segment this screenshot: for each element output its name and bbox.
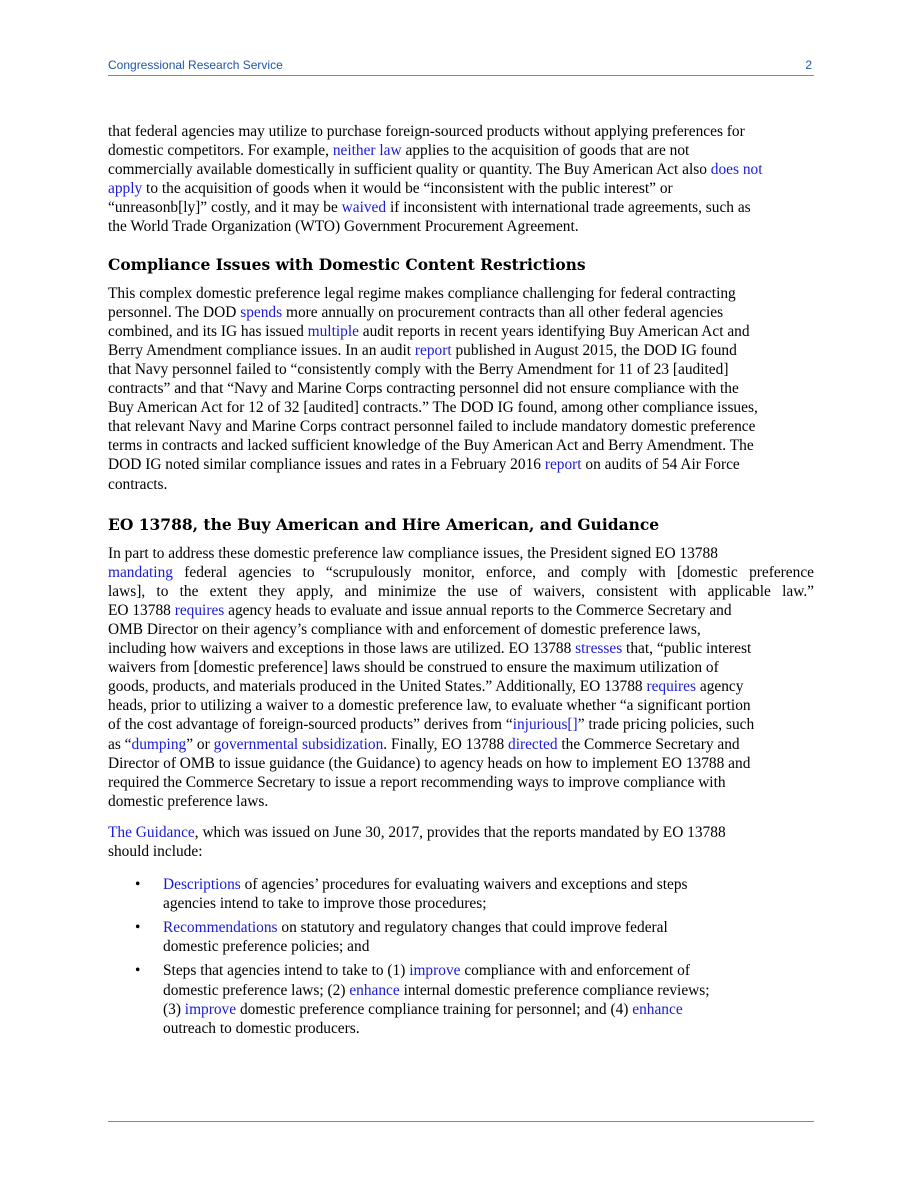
text-line — [163, 961, 814, 980]
link-descriptions[interactable]: Descriptions — [163, 876, 241, 894]
text-span: audit reports in recent years identifying Buy American Act and — [358, 322, 750, 340]
text-span: personnel. The DOD — [108, 303, 241, 321]
section-heading-eo13788: EO 13788, the Buy American and Hire American, and Guidance — [108, 514, 660, 534]
text-line: contracts” and that “Navy and Marine Corps contracting personnel did not ensure compliance with the — [108, 380, 739, 398]
text-line — [108, 715, 814, 734]
text-span: of agencies’ procedures for evaluating waivers and exceptions and steps — [240, 876, 688, 894]
text-span: Berry Amendment compliance issues. In an audit — [108, 341, 415, 359]
text-line: that relevant Navy and Marine Corps contract personnel failed to include mandatory domestic preference — [108, 418, 756, 436]
link-requires-2[interactable]: requires — [646, 678, 697, 696]
text-line — [108, 160, 814, 179]
text-span: “unreasonb[ly]” costly, and it may be — [108, 199, 342, 217]
link-report-2016[interactable]: report — [544, 456, 582, 474]
text-span: ” or — [186, 735, 214, 753]
text-span: federal agencies to “scrupulously monitor, enforce, and comply with [domestic preference — [172, 563, 814, 581]
text-line — [108, 677, 814, 696]
list-item — [108, 961, 814, 1037]
link-the-guidance[interactable]: The Guidance — [108, 823, 195, 841]
bullet-marker: • — [135, 919, 141, 937]
text-line: laws], to the extent they apply, and minimize the use of waivers, consistent with applicable law.” — [108, 582, 814, 600]
text-span: combined, and its IG has issued — [108, 322, 308, 340]
text-line: that federal agencies may utilize to purchase foreign-sourced products without applying preferences for — [108, 123, 745, 140]
link-improve-2[interactable]: improve — [184, 1000, 237, 1018]
text-span: to the acquisition of goods when it would be “inconsistent with the public interest” or — [142, 180, 673, 198]
document-body — [108, 122, 814, 1043]
link-directed[interactable]: directed — [508, 735, 558, 753]
bullet-marker: • — [135, 962, 141, 980]
paragraph-intro — [108, 122, 814, 237]
paragraph-eo13788 — [108, 544, 814, 811]
link-dumping[interactable]: dumping — [131, 735, 187, 753]
text-line — [163, 918, 814, 937]
bullet-marker: • — [135, 876, 141, 894]
link-recommendations[interactable]: Recommendations — [163, 919, 278, 937]
text-span: domestic preference compliance training for personnel; and (4) — [236, 1000, 633, 1018]
text-span: the Commerce Secretary and — [557, 735, 740, 753]
link-stresses[interactable]: stresses — [575, 640, 623, 658]
link-does-not-apply[interactable]: does not — [710, 161, 763, 179]
text-line — [108, 198, 814, 217]
text-line: In part to address these domestic preference law compliance issues, the President signed EO 13788 — [108, 544, 718, 562]
text-span: Steps that agencies intend to take to (1) — [163, 962, 410, 980]
text-line: heads, prior to utilizing a waiver to a domestic preference law, to evaluate whether “a significant portion — [108, 697, 751, 715]
list-item — [108, 875, 814, 913]
list-item — [108, 918, 814, 956]
text-span: on audits of 54 Air Force — [581, 456, 740, 474]
text-span: compliance with and enforcement of — [460, 962, 690, 980]
text-line — [108, 179, 814, 198]
link-enhance[interactable]: enhance — [349, 981, 400, 999]
running-header — [108, 58, 814, 76]
paragraph-compliance — [108, 284, 814, 494]
text-line: the World Trade Organization (WTO) Government Procurement Agreement. — [108, 218, 579, 236]
text-line: outreach to domestic producers. — [163, 1019, 360, 1037]
text-span: ” trade pricing policies, such — [577, 716, 755, 734]
text-span: (3) — [163, 1000, 185, 1018]
link-waived[interactable]: waived — [341, 199, 387, 217]
text-span: DOD IG noted similar compliance issues and rates in a February 2016 — [108, 456, 545, 474]
text-line — [108, 303, 814, 322]
header-title: Congressional Research Service — [108, 58, 283, 72]
text-span: commercially available domestically in sufficient quality or quantity. The Buy American Act also — [108, 161, 711, 179]
link-report-2015[interactable]: report — [414, 341, 452, 359]
text-span: applies to the acquisition of goods that are not — [401, 142, 690, 160]
section-heading-compliance: Compliance Issues with Domestic Content Restrictions — [108, 254, 586, 274]
link-injurious[interactable]: injurious[] — [512, 716, 578, 734]
text-line — [108, 563, 814, 582]
link-spends[interactable]: spends — [240, 303, 283, 321]
text-line: that Navy personnel failed to “consistently comply with the Berry Amendment for 11 of 23 [audited] — [108, 360, 729, 378]
text-span: , which was issued on June 30, 2017, provides that the reports mandated by EO 13788 — [194, 823, 726, 841]
text-span: domestic preference laws; (2) — [163, 981, 350, 999]
text-span: EO 13788 — [108, 601, 175, 619]
text-line: contracts. — [108, 475, 168, 493]
link-requires[interactable]: requires — [174, 601, 225, 619]
text-span: . Finally, EO 13788 — [383, 735, 508, 753]
page-number: 2 — [805, 58, 812, 72]
text-line — [108, 341, 814, 360]
text-span: published in August 2015, the DOD IG found — [451, 341, 737, 359]
link-enhance-2[interactable]: enhance — [632, 1000, 683, 1018]
link-improve[interactable]: improve — [409, 962, 461, 980]
text-line: agencies intend to take to improve those procedures; — [163, 895, 487, 913]
text-line: waivers from [domestic preference] laws should be construed to ensure the maximum utilization of — [108, 659, 719, 677]
link-neither-law[interactable]: neither law — [332, 142, 402, 160]
text-span: as “ — [108, 735, 132, 753]
text-line: terms in contracts and lacked sufficient knowledge of the Buy American Act and Berry Amendment. The — [108, 437, 754, 455]
link-does-not-apply-cont[interactable]: apply — [108, 180, 143, 198]
text-line — [108, 823, 814, 842]
text-line — [108, 735, 814, 754]
text-line — [108, 322, 814, 341]
text-span: more annually on procurement contracts than all other federal agencies — [282, 303, 724, 321]
footer-rule — [108, 1121, 814, 1122]
link-governmental-subsidization[interactable]: governmental subsidization — [213, 735, 384, 753]
text-span: if inconsistent with international trade agreements, such as — [386, 199, 751, 217]
text-line — [108, 141, 814, 160]
text-span: agency heads to evaluate and issue annual reports to the Commerce Secretary and — [224, 601, 732, 619]
guidance-bullet-list — [108, 875, 814, 1038]
text-line: should include: — [108, 843, 203, 860]
text-line — [108, 455, 814, 474]
text-line — [108, 639, 814, 658]
text-line — [108, 601, 814, 620]
text-span: including how waivers and exceptions in those laws are utilized. EO 13788 — [108, 640, 576, 658]
text-line: Buy American Act for 12 of 32 [audited] contracts.” The DOD IG found, among other compliance issues, — [108, 399, 758, 417]
text-span: domestic competitors. For example, — [108, 142, 333, 160]
link-mandating[interactable]: mandating — [108, 563, 173, 581]
text-line: required the Commerce Secretary to issue a report recommending ways to improve compliance with — [108, 773, 726, 791]
text-line: domestic preference policies; and — [163, 938, 370, 956]
text-span: internal domestic preference compliance reviews; — [399, 981, 710, 999]
text-line: OMB Director on their agency’s compliance with and enforcement of domestic preference laws, — [108, 620, 701, 638]
text-line — [163, 1000, 814, 1019]
text-line: This complex domestic preference legal regime makes compliance challenging for federal contracting — [108, 284, 736, 302]
text-span: goods, products, and materials produced in the United States.” Additionally, EO 13788 — [108, 678, 647, 696]
text-line — [163, 981, 814, 1000]
paragraph-guidance — [108, 823, 814, 861]
header-rule — [108, 75, 814, 76]
text-span: agency — [696, 678, 744, 696]
text-span: of the cost advantage of foreign-sourced products” derives from “ — [108, 716, 513, 734]
text-line: domestic preference laws. — [108, 792, 269, 810]
text-span: on statutory and regulatory changes that could improve federal — [277, 919, 668, 937]
link-multiple[interactable]: multiple — [307, 322, 359, 340]
text-line — [163, 875, 814, 894]
text-line: Director of OMB to issue guidance (the Guidance) to agency heads on how to implement EO 13788 and — [108, 754, 751, 772]
text-span: that, “public interest — [622, 640, 752, 658]
